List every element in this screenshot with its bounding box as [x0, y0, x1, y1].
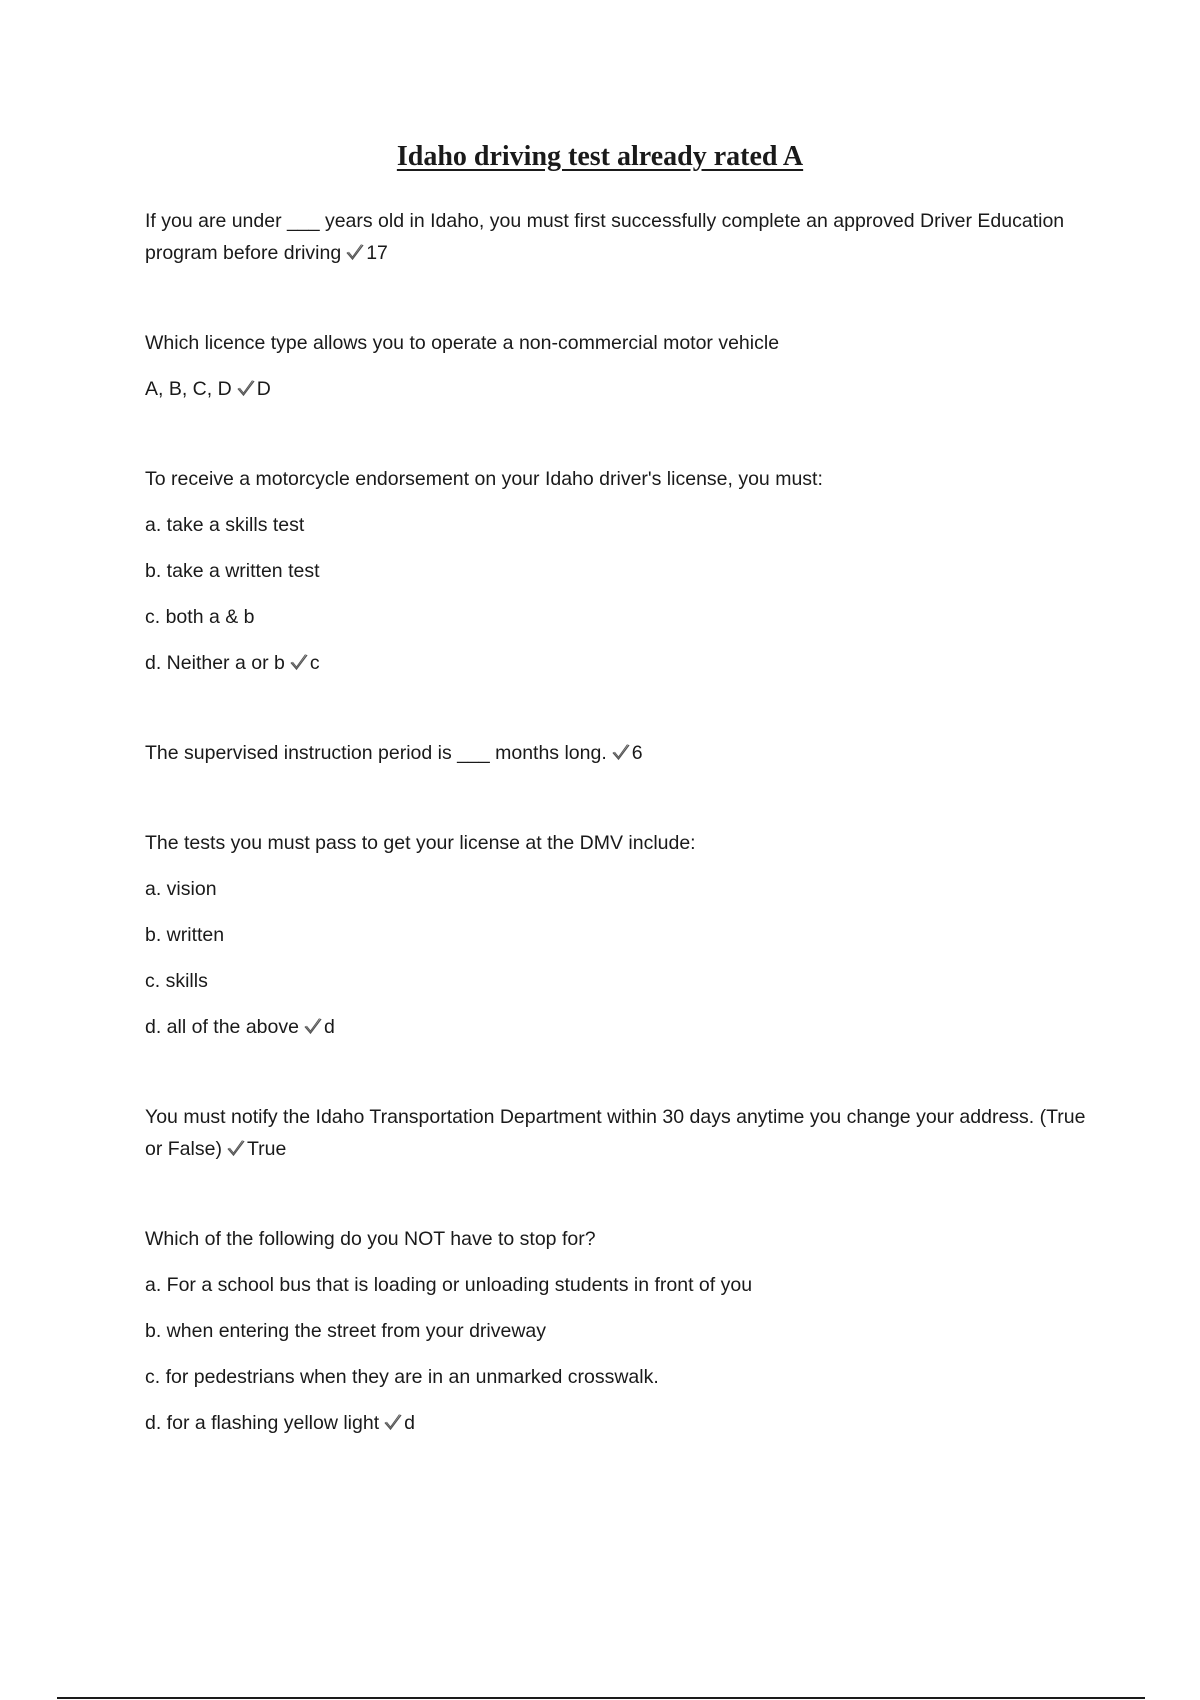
- answer: 6: [631, 742, 643, 764]
- answer: c: [309, 652, 320, 674]
- option-a: a. vision: [145, 878, 217, 900]
- answer: True: [246, 1138, 287, 1160]
- check-mark-icon: [289, 652, 309, 672]
- answer: 17: [366, 242, 388, 264]
- inline-options: A, B, C, D: [145, 378, 232, 400]
- question-4: [145, 737, 1095, 769]
- check-mark-icon: [383, 1412, 403, 1432]
- question-3: [145, 463, 1095, 679]
- question-6: [145, 1101, 1095, 1165]
- footer-divider: [57, 1697, 1145, 1699]
- question-1: [145, 205, 1095, 269]
- option-d: d. for a flashing yellow light: [145, 1412, 380, 1434]
- option-d: d. all of the above: [145, 1016, 299, 1038]
- option-d-with-answer: [145, 647, 1095, 679]
- question-2: [145, 327, 1095, 405]
- question-text: You must notify the Idaho Transportation Department within 30 days anytime you change your address. (True or False): [145, 1106, 1086, 1160]
- check-mark-icon: [236, 378, 256, 398]
- option-b: b. take a written test: [145, 560, 320, 582]
- question-1-text: [145, 205, 1095, 269]
- answer: d: [323, 1016, 335, 1038]
- option-d-with-answer: [145, 1407, 1095, 1439]
- check-mark-icon: [303, 1016, 323, 1036]
- question-3-text: To receive a motorcycle endorsement on your Idaho driver's license, you must:: [145, 468, 823, 490]
- question-2-options: [145, 373, 1095, 405]
- option-d-with-answer: [145, 1011, 1095, 1043]
- question-5: [145, 827, 1095, 1043]
- option-c: c. both a & b: [145, 606, 255, 628]
- check-mark-icon: [345, 242, 365, 262]
- option-b: b. when entering the street from your driveway: [145, 1320, 547, 1342]
- document-title: Idaho driving test already rated A: [396, 141, 804, 172]
- option-d: d. Neither a or b: [145, 652, 285, 674]
- question-text: The supervised instruction period is ___ months long.: [145, 742, 607, 764]
- option-c: c. for pedestrians when they are in an unmarked crosswalk.: [145, 1366, 659, 1388]
- answer: d: [404, 1412, 415, 1434]
- question-list: [145, 205, 1095, 1439]
- question-2-text: Which licence type allows you to operate a non-commercial motor vehicle: [145, 332, 780, 354]
- answer: D: [256, 378, 271, 400]
- question-4-text: [145, 737, 1095, 769]
- question-7-text: Which of the following do you NOT have to stop for?: [145, 1228, 596, 1250]
- question-5-text: The tests you must pass to get your license at the DMV include:: [145, 832, 696, 854]
- option-b: b. written: [145, 924, 225, 946]
- check-mark-icon: [226, 1138, 246, 1158]
- question-6-text: [145, 1101, 1095, 1165]
- question-text: If you are under ___ years old in Idaho, you must first successfully complete an approved Driver Education program before driving: [145, 210, 1065, 264]
- option-c: c. skills: [145, 970, 208, 992]
- question-7: [145, 1223, 1095, 1439]
- check-mark-icon: [611, 742, 631, 762]
- option-a: a. For a school bus that is loading or unloading students in front of you: [145, 1274, 753, 1296]
- option-a: a. take a skills test: [145, 514, 305, 536]
